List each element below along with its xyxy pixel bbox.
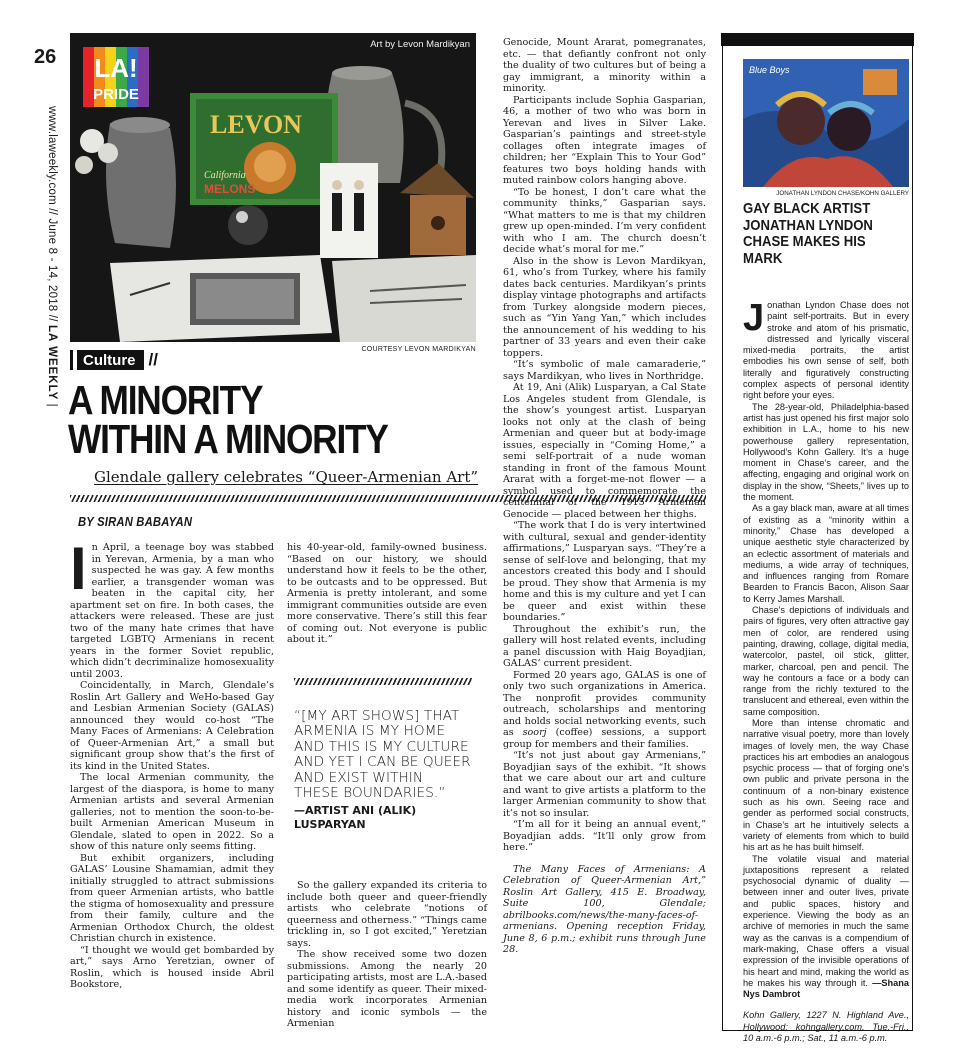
sidebar-top-bar — [721, 33, 914, 46]
article-column-1 — [70, 535, 274, 991]
paragraph: “It’s not just about gay Armenians,” Boyadjian says of the exhibit. “It shows that we care about our art and culture and want to give artists a platform to the larger Armenian community to show that it’s not so insular. — [503, 750, 706, 819]
section-label: Culture — [77, 350, 144, 370]
drop-cap: I — [70, 535, 87, 602]
logo-text-la: LA! — [94, 53, 138, 83]
logo-text-pride: PRIDE — [93, 86, 139, 103]
paragraph: As a gay black man, aware at all times of existing as a “minority within a minority,” Chase has developed a unique aesthetic style characterized by an eclectic assortment of materials and mediums, a wide array of techniques, and influences ranging from Romare Bearden to Francis Bacon, Alison Saar to Kerry James Marshall. — [743, 503, 909, 604]
paragraph: “The work that I do is very intertwined with cultural, sexual and gender-identity affirmations,” Lusparyan says. “They’re a sense of self-love and belonging, that my ancestors created this body and I should be proud. They show that Armenia is my home and this is my culture and yet I can be queer and exist within these boundaries.” — [503, 520, 706, 623]
paragraph: “To be honest, I don’t care what the community thinks,” Gasparian says. “What matters to me is that my children grew up open-minded. I’m very confident with who I am. The church doesn’t decide what’s moral for me.” — [503, 186, 706, 255]
paragraph: his 40-year-old, family-owned business. “Based on our history, we should understand how it feels to be the other, to be outcasts and to be oppressed. But Armenia is pretty intolerant, and some immigrant communities outside are even more conservative. There’s still this fear of coming out. Not everyone is public about it.” — [287, 542, 487, 645]
paragraph: Throughout the exhibit’s run, the gallery will host related events, including a panel discussion with Haig Boyadjian, GALAS’ current president. — [503, 623, 706, 669]
pull-quote-attribution: —ARTIST ANI (ALIK) LUSPARYAN — [294, 804, 417, 832]
article-column-3 — [503, 37, 706, 956]
signature: —Shana Nys Dambrot — [743, 977, 909, 1000]
paragraph: “It’s symbolic of male camaraderie,” says Mardikyan, who lives in Northridge. — [503, 359, 706, 382]
section-tag: Culture // — [70, 350, 158, 370]
article-dek: Glendale gallery celebrates “Queer-Armenian Art” — [94, 468, 479, 486]
paragraph: Formed 20 years ago, GALAS is one of only two such organizations in America. The nonprofit provides community outreach, scholarships and mentoring and holds social networking events, such as soorj (coffee) sessions, a support group for members and their families. — [503, 669, 706, 750]
artwork-title: Blue Boys — [749, 65, 790, 75]
folio-running-line: www.laweekly.com // June 8 - 14, 2018 // LA WEEKLY | — [46, 106, 58, 407]
pull-quote-text: “[MY ART SHOWS] THAT ARMENIA IS MY HOME AND THIS IS MY CULTURE AND YET I CAN BE QUEER AND EXIST WITHIN THESE BOUNDARIES.” — [294, 708, 471, 802]
article-column-2-continued — [287, 880, 487, 1030]
paragraph: n April, a teenage boy was stabbed in Yerevan, Armenia, by a man who suspected he was gay. A few months earlier, a transgender woman was beaten in the capital city, her apartment set on fire. In both cases, the attackers were released. These are just two of the many hate crimes that have targeted LGBTQ Armenians in recent years in the former Soviet republic, which didn’t decriminalize homosexuality until 2003. — [70, 542, 274, 680]
paragraph: The 28-year-old, Philadelphia-based artist has just opened his first major solo exhibition in L.A., home to his new powerhouse gallery representation, Hollywood’s Kohn Gallery. It’s a huge moment in Chase’s career, and the affecting, engaging and original work on display in the show, “Sheets,” lives up to the moment. — [743, 401, 909, 503]
paragraph: So the gallery expanded its criteria to include both queer and queer-friendly artists who celebrate “notions of queerness and otherness.” “Things came trickling in, so I got excited,” Yeretzian says. — [287, 880, 487, 949]
pull-quote-rule — [294, 678, 472, 685]
folio-publication: LA WEEKLY — [46, 325, 58, 401]
sidebar-artwork — [743, 59, 909, 187]
paragraph: The volatile visual and material juxtapositions represent a related psychosocial dynamic of duality — between inner and outer lives, private and public spaces, history and experience. Viewing the body as an archive of memories in much the same way as the canvas is a compendium of mark-making, Chase offers a visual expression of the invisible operations of his heart and mind, making the world as he makes his way through it. —Shana Nys Dambrot — [743, 853, 909, 1000]
page-folio — [34, 46, 60, 407]
crate-label-text: LEVON — [210, 110, 302, 139]
artwork-credit: JONATHAN LYNDON CHASE/KOHN GALLERY — [776, 190, 909, 197]
paragraph: At 19, Ani (Alik) Lusparyan, a Cal State Los Angeles student from Glendale, is the show’s youngest artist. Lusparyan looks not only at the clash of being Armenian and queer but at body-image issues, especially in “Coming Home,” a semi self-portrait of a nude woman standing in front of the famous Mount Ararat with a forget-me-not flower — a symbol used to commemorate the centennial of the 1915 Armenian Genocide — placed between her thighs. — [503, 382, 706, 520]
paragraph: onathan Lyndon Chase does not paint self-portraits. But in every stroke and atom of his prismatic, distressed and lyrically visceral mixed-media portraits, the artist embodies his own sense of self, both literally and figuratively constructing complex aspects of personal identity right before your eyes. — [743, 300, 909, 401]
main-photo — [70, 33, 476, 342]
page-number: 26 — [34, 46, 57, 68]
paragraph: Coincidentally, in March, Glendale’s Roslin Art Gallery and WeHo-based Gay and Lesbian Armenian Society (GALAS) announced they would co-host “The Many Faces of Armenians: A Celebration of Queer-Armenian Art,” a small but significant group show that’s the first of its kind in the United States. — [70, 680, 274, 772]
paragraph: Genocide, Mount Ararat, pomegranates, etc. — that defiantly confront not only the duality of two cultures but of being a gay immigrant, a minority within a minority. — [503, 37, 706, 94]
svg-text:California: California — [204, 170, 246, 181]
byline: BY SIRAN BABAYAN — [78, 515, 193, 529]
exhibit-info: The Many Faces of Armenians: A Celebration of Queer-Armenian Art,” Roslin Art Gallery, 415 E. Broadway, Suite 100, Glendale; abrilbooks.com/news/the-many-faces-of-armenians. Opening reception Friday, June 8, 6 p.m.; exhibit runs through June 28. — [503, 863, 706, 955]
folio-site: www.laweekly.com — [46, 106, 58, 205]
gallery-info: Kohn Gallery, 1227 N. Highland Ave., Hollywood; kohngallery.com. Tue.-Fri., 10 a.m.-6 p.m.; Sat., 11 a.m.-6 p.m. — [743, 1010, 909, 1043]
paragraph: More than intense chromatic and narrative visual poetry, more than lovely images of lovely men, the way Chase practices his art embodies an analogous psychic process — that of forging one’s own public and private persona in the continuum of a non-binary existence such as his own. Seeing race and gender as performed social constructs, in Chase’s art he intuitively selects a variety of elements from which to build his art as he has built himself. — [743, 717, 909, 853]
paragraph: Participants include Sophia Gasparian, 46, a mother of two who was born in Yerevan and lives in Silver Lake. Gasparian’s paintings and street-style collages often integrate images of children; her “Explain This to Your God” features two boys holding hands with muted rainbow colors hanging above. — [503, 94, 706, 186]
sidebar-drop-cap: J — [743, 297, 765, 339]
pull-quote — [294, 678, 472, 832]
paragraph: “I thought we would get bombarded by art,” says Arno Yeretzian, owner of Roslin, which is housed inside Abril Bookstore, — [70, 944, 274, 990]
sidebar-box — [722, 33, 913, 1043]
paragraph: But exhibit organizers, including GALAS’ Lousine Shamamian, admit they initially struggled to attract submissions from queer Armenian artists, who battle the stigma of homosexuality and pressure from their family, culture and the Armenian Orthodox Church, the oldest Christian church in existence. — [70, 852, 274, 944]
article-column-2 — [287, 542, 487, 646]
la-pride-logo — [83, 47, 149, 107]
article-headline: A MINORITY WITHIN A MINORITY — [68, 377, 388, 462]
sidebar-body — [743, 297, 909, 1044]
art-credit-top: Art by Levon Mardikyan — [370, 39, 470, 50]
paragraph: The show received some two dozen submissions. Among the nearly 20 participating artists, most are L.A.-based and some identify as queer. Their mixed-media work incorporates Armenian history and iconic symbols — the Armenian — [287, 949, 487, 1029]
sidebar-headline: GAY BLACK ARTIST JONATHAN LYNDON CHASE MAKES HIS MARK — [743, 201, 873, 267]
svg-text:MELONS: MELONS — [204, 182, 256, 196]
folio-date: June 8 - 14, 2018 — [46, 218, 58, 312]
photo-credit: COURTESY LEVON MARDIKYAN — [361, 346, 476, 353]
paragraph: Chase’s depictions of individuals and pairs of figures, very often attractive gay men of color, are rendered using painting, drawing, collage, digital media, watercolor, pastel, oil stick, glitter, marker, charcoal, pen and pencil. The way he contours a face or a body can range from the richly textured to the translucent and ethereal, even within the same composition. — [743, 605, 909, 717]
paragraph: “I’m all for it being an annual event,” Boyadjian adds. “It’ll only grow from here.” — [503, 819, 706, 853]
paragraph: Also in the show is Levon Mardikyan, 61, who’s from Turkey, where his family dates back centuries. Mardikyan’s prints display vintage photographs and artifacts from Turkey alongside modern pieces, such as “Yin Yang Yan,” which includes the announcement of his wedding to his partner of 33 years and even their cake toppers. — [503, 255, 706, 359]
paragraph: The local Armenian community, the largest of the diaspora, is home to many Armenian artists and several Armenian galleries, not to mention the soon-to-be-built Armenian American Museum in Glendale, slated to open in 2022. So a show of this nature only seems fitting. — [70, 772, 274, 852]
